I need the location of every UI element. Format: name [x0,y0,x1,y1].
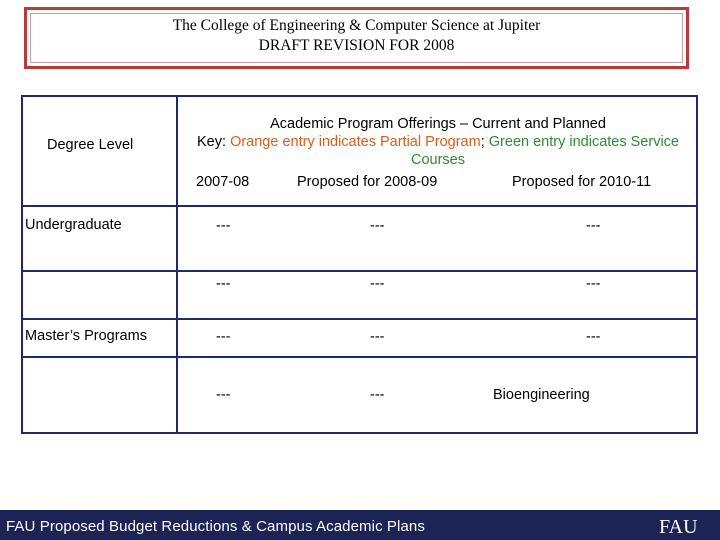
table-cell: --- [586,329,601,345]
column-header-2007-08: 2007-08 [196,174,250,190]
key-green-text: Green entry indicates Service Courses [411,134,679,168]
grid-right-line [696,95,698,434]
degree-level-header: Degree Level [47,137,134,153]
table-cell: --- [216,387,231,403]
title-line-1: The College of Engineering & Computer Science at Jupiter [172,17,541,34]
table-cell: --- [586,276,601,292]
offerings-header-block [180,115,696,169]
key-separator: ; [480,134,489,150]
footer-bar [0,510,720,540]
table-cell: --- [216,276,231,292]
logo-text: FAU [659,516,698,537]
key-orange-text: Orange entry indicates Partial Program [230,134,481,150]
grid-divider-line [176,95,178,434]
table-cell: --- [216,218,231,234]
grid-bottom-line [21,432,698,434]
table-cell: --- [370,329,385,345]
column-header-2010-11: Proposed for 2010-11 [512,174,652,190]
row-label-undergraduate: Undergraduate [25,217,122,233]
key-label: Key: [197,134,231,150]
table-cell: --- [370,276,385,292]
grid-line-header [21,205,698,207]
grid-left-line [21,95,23,434]
title-box [24,7,689,69]
table-cell-bioengineering: Bioengineering [493,387,590,403]
offerings-header: Academic Program Offerings – Current and Planned [270,116,606,132]
grid-top-line [21,95,698,97]
grid-line-row3 [21,356,698,358]
row-label-masters: Master’s Programs [25,328,147,344]
table-cell: --- [586,218,601,234]
footer-text: FAU Proposed Budget Reductions & Campus Academic Plans [6,518,425,535]
column-header-2008-09: Proposed for 2008-09 [297,174,438,190]
table-cell: --- [216,329,231,345]
table-cell: --- [370,218,385,234]
grid-line-row1 [21,270,698,272]
key-legend [180,133,696,169]
fau-logo-icon [656,513,708,537]
grid-line-row2 [21,318,698,320]
table-cell: --- [370,387,385,403]
title-line-2: DRAFT REVISION FOR 2008 [258,37,455,54]
